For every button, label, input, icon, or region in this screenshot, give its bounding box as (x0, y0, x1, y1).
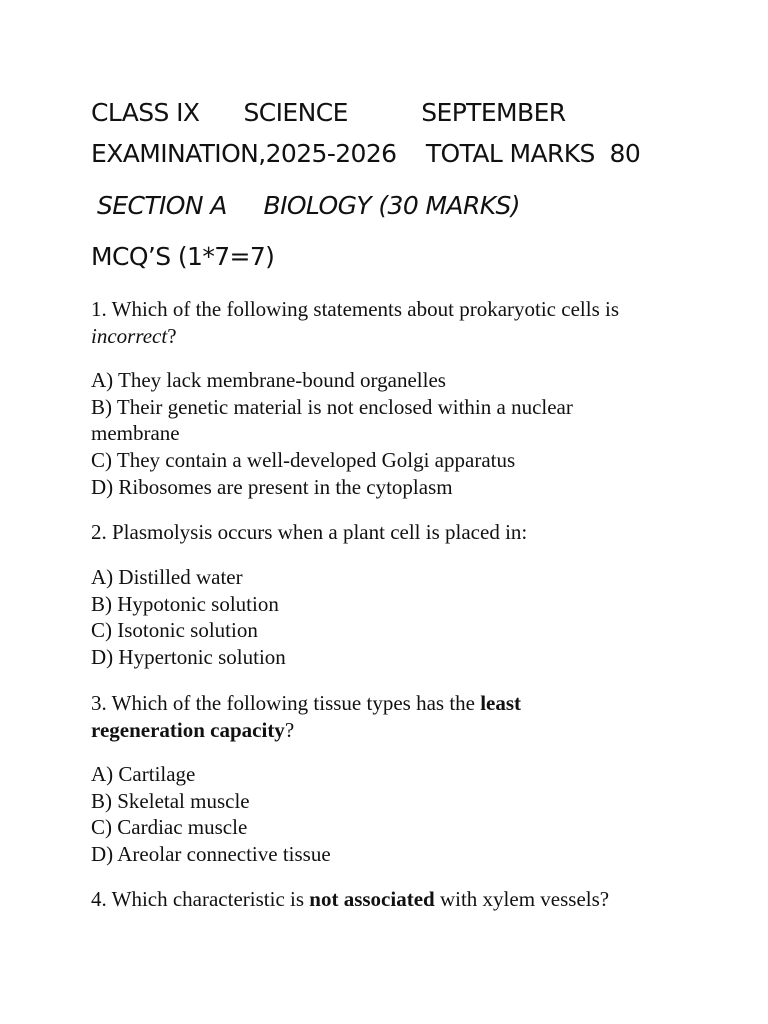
question-3-emphasis: least regeneration capacity (91, 691, 522, 742)
question-4-stem (91, 886, 681, 913)
question-1-emphasis: incorrect (91, 323, 168, 348)
option-1d: D) Ribosomes are present in the cytoplasm (91, 474, 453, 499)
question-4-tail: with xylem vessels? (434, 887, 610, 911)
option-2a: A) Distilled water (91, 565, 243, 589)
option-3a: A) Cartilage (91, 762, 196, 786)
option-3b: B) Skeletal muscle (91, 788, 250, 813)
question-3-stem (91, 690, 591, 743)
option-2b: B) Hypotonic solution (91, 591, 279, 616)
question-1-stem (91, 296, 681, 349)
question-3-options (91, 761, 681, 868)
question-1-options (91, 367, 651, 501)
exam-header-line1: CLASS IX SCIENCE SEPTEMBER (91, 98, 566, 127)
question-3-mark: ? (284, 717, 295, 742)
question-3-text: 3. Which of the following tissue types has the (91, 691, 481, 715)
option-1c: C) They contain a well-developed Golgi apparatus (91, 448, 516, 473)
option-2d: D) Hypertonic solution (91, 645, 286, 670)
question-1-mark: ? (167, 323, 177, 348)
question-4-text: 4. Which characteristic is (91, 887, 310, 911)
option-3c: C) Cardiac muscle (91, 815, 248, 840)
question-2-options (91, 564, 681, 671)
exam-header-line2: EXAMINATION,2025-2026 TOTAL MARKS 80 (91, 139, 641, 168)
mcq-heading: MCQ’S (1*7=7) (91, 242, 275, 271)
section-heading: SECTION A BIOLOGY (30 MARKS) (97, 191, 520, 220)
question-2-stem: 2. Plasmolysis occurs when a plant cell is placed in: (91, 520, 528, 544)
option-1b: B) Their genetic material is not enclosed within a nuclear membrane (91, 394, 573, 446)
option-2c: C) Isotonic solution (91, 618, 258, 643)
question-1-text: 1. Which of the following statements about prokaryotic cells is (91, 297, 619, 321)
question-4-emphasis: not associated (309, 887, 435, 911)
option-1a: A) They lack membrane-bound organelles (91, 368, 446, 392)
option-3d: D) Areolar connective tissue (91, 842, 331, 867)
